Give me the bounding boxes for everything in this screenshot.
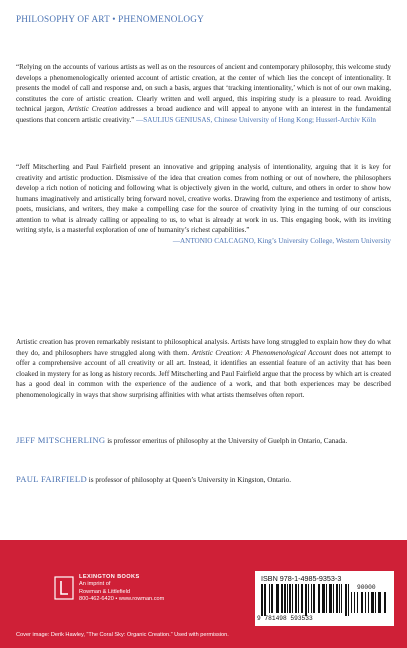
endorsement-2-quote: “Jeff Mitscherling and Paul Fairfield present an innovative and gripping analysis of intentionality, arguing that it is key for creativity and artistic production. Dismissive of the idea that creation comes from nothing or out of nowhere, the philosophers develop a rich notion of noticing and following what is objectively given in the world, culture, and others in order to show how humans imaginatively and artistically bring forward novel, creative works. Drawing from the experience and testimony of artists, poets, musicians, and writers, they make a compelling case for the source of creativity lying in the turning of our conscious attention to what is already calling or appealing to us, to what is already at work in us. This engaging book, with its inviting writing style, is a masterful exploration of one of humanity’s richest capabilities.”	[16, 163, 391, 234]
endorsement-2	[16, 162, 391, 246]
ean-barcode-icon	[261, 584, 349, 616]
lexington-logo-icon	[54, 576, 74, 600]
endorsement-1	[16, 62, 391, 125]
isbn-label: ISBN 978-1-4985-9353-3	[261, 574, 342, 583]
author-bio-2	[16, 474, 396, 486]
description-part-1: Artistic creation has proven remarkably resistant to philosophical analysis. Artists have long struggled to explain how they do what they do, and philosophers have struggled along with them.	[16, 338, 391, 357]
author-2-text: is professor of philosophy at Queen’s University in Kingston, Ontario.	[88, 476, 291, 484]
author-1-text: is professor emeritus of philosophy at the University of Guelph in Ontario, Canada.	[107, 437, 348, 445]
category-heading: PHILOSOPHY OF ART • PHENOMENOLOGY	[16, 14, 204, 24]
description-part-2: does not attempt to offer a comprehensive account of all creativity or all art. Instead, it identifies an essential feature of an activity that has been cloaked in mystery for as long as history records. Jeff Mitscherling and Paul Fairfield argue that the process by which art is created has a good deal in common with the experience of the audience of a work, and that both experiences may be described phenomenologically in ways that show surprising affinities with what artists themselves often report.	[16, 348, 392, 399]
barcode-box	[255, 571, 394, 626]
endorsement-1-book-title: Artistic Creation	[67, 105, 117, 113]
price-barcode-icon	[351, 592, 387, 616]
publisher-name: LEXINGTON BOOKS	[79, 574, 140, 580]
endorsement-1-quote: “Relying on the accounts of various artists as well as on the resources of ancient and contemporary philosophy, this welcome study develops a phenomenologically oriented account of artistic creation, at the center of which lies the concept of intentionality. It presents the model of call and response and, on such a basis, argues that ‘tracking intentionality,’ which is not of our own making, constitutes the core of artistic creation. Clearly written and well argued, this inspiring study is a pleasure to read. Avoiding technical jargon,	[16, 63, 391, 113]
publisher-line-2: Rowman & Littlefield	[79, 588, 130, 595]
description-book-title: Artistic Creation: A Phenomenological Account	[191, 348, 332, 357]
endorsement-1-quote-end: addresses a broad audience and will appeal to anyone with an interest in the fundamental questions that concern artistic creativity.”	[16, 105, 391, 124]
endorsement-2-attribution: —ANTONIO CALCAGNO, King’s University College, Western University	[172, 236, 391, 245]
price-code: 90000	[357, 584, 376, 591]
publisher-line-1: An imprint of	[79, 581, 111, 588]
author-bio-1	[16, 435, 396, 447]
cover-image-credit: Cover image: Derik Hawley, “The Coral Sky: Organic Creation.” Used with permission.	[16, 632, 229, 638]
book-description	[16, 337, 391, 400]
ean-digits: 9 781498 593533	[257, 615, 313, 622]
author-2-name: PAUL FAIRFIELD	[16, 474, 87, 484]
publisher-contact: 800-462-6420 • www.rowman.com	[79, 595, 165, 602]
endorsement-1-attribution: —SAULIUS GENIUSAS, Chinese University of Hong Kong; Husserl-Archiv Köln	[136, 115, 376, 124]
author-1-name: JEFF MITSCHERLING	[16, 435, 106, 445]
